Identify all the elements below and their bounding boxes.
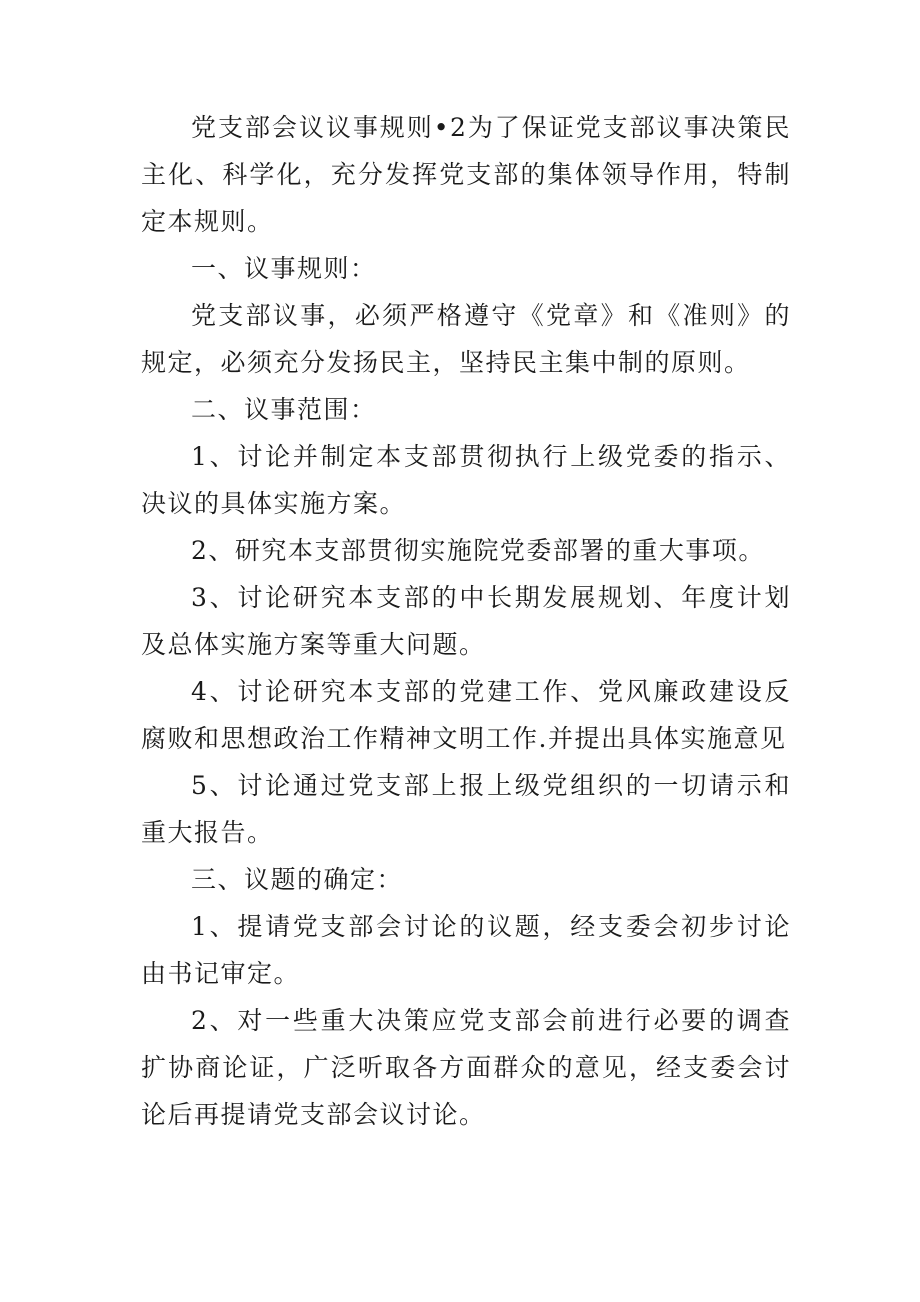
heading-rules: 一、议事规则： [191, 254, 377, 283]
heading-scope: 二、议事范围： [191, 395, 377, 424]
topics-item-2: 2、对一些重大决策应党支部会前进行必要的调查扩协商论证，广泛听取各方面群众的意见，经支委会讨论后再提请党支部会议讨论。 [141, 1006, 791, 1129]
scope-item-1: 1、讨论并制定本支部贯彻执行上级党委的指示、决议的具体实施方案。 [141, 442, 791, 518]
paragraph-intro: 党支部会议议事规则•2为了保证党支部议事决策民主化、科学化，充分发挥党支部的集体领导作用，特制定本规则。 [141, 113, 791, 236]
scope-item-5: 5、讨论通过党支部上报上级党组织的一切请示和重大报告。 [141, 771, 791, 847]
paragraph-rules: 党支部议事，必须严格遵守《党章》和《准则》的规定，必须充分发扬民主，坚持民主集中制的原则。 [141, 301, 791, 377]
document-body [141, 104, 791, 1138]
scope-item-2: 2、研究本支部贯彻实施院党委部署的重大事项。 [191, 536, 765, 565]
topics-item-1: 1、提请党支部会讨论的议题，经支委会初步讨论由书记审定。 [141, 912, 791, 988]
scope-item-3: 3、讨论研究本支部的中长期发展规划、年度计划及总体实施方案等重大问题。 [141, 583, 791, 659]
scope-item-4: 4、讨论研究本支部的党建工作、党风廉政建设反腐败和思想政治工作精神文明工作.并提出具体实施意见 [141, 677, 791, 753]
heading-topics: 三、议题的确定： [191, 865, 404, 894]
